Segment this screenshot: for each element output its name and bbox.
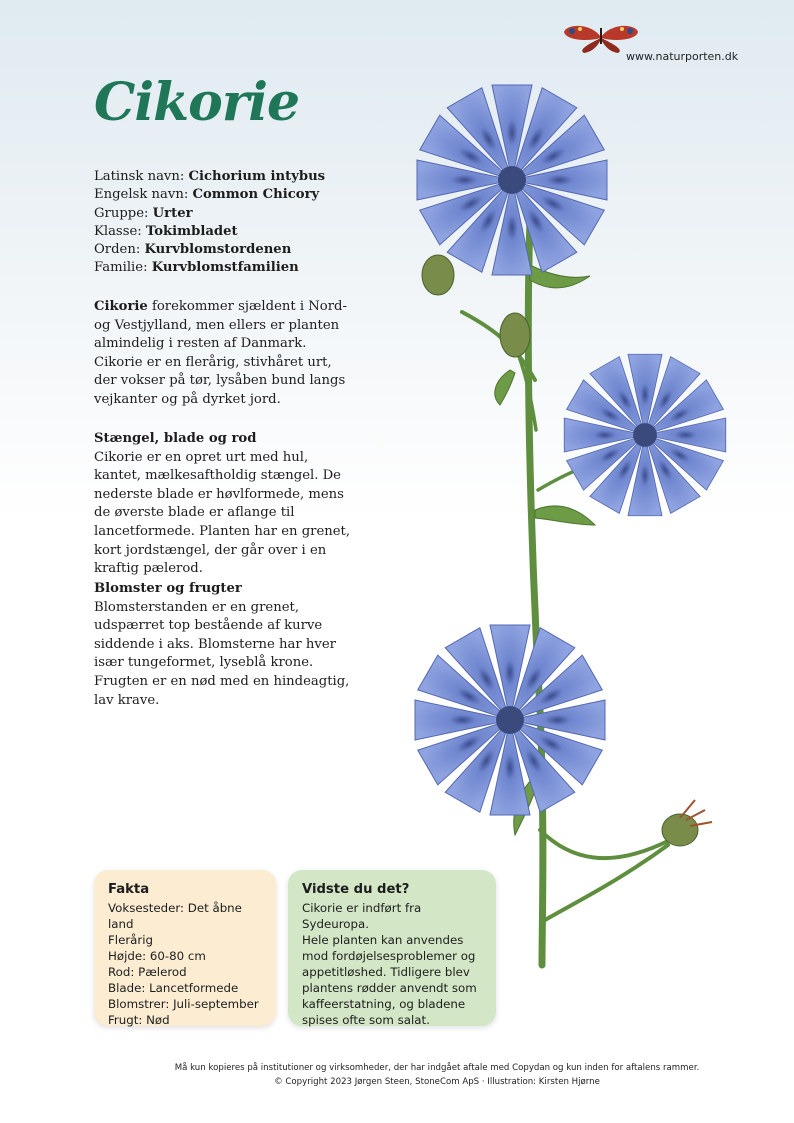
fact-line: Flerårig bbox=[108, 933, 154, 947]
did-you-know-line: plantens rødder anvendt som bbox=[302, 981, 477, 995]
fact-line: Højde: 60-80 cm bbox=[108, 949, 206, 963]
taxonomy-group: Gruppe: Urter bbox=[94, 205, 193, 221]
taxonomy-family: Familie: Kurvblomstfamilien bbox=[94, 260, 299, 276]
fact-line: Rod: Pælerod bbox=[108, 965, 187, 979]
chicory-illustration bbox=[400, 70, 780, 1000]
section-heading: Stængel, blade og rod bbox=[94, 431, 257, 446]
butterfly-icon bbox=[560, 20, 642, 54]
taxonomy-english: Engelsk navn: Common Chicory bbox=[94, 187, 320, 203]
did-you-know-line: appetitløshed. Tidligere blev bbox=[302, 965, 470, 979]
fact-line: Blomstrer: Juli-september bbox=[108, 997, 259, 1011]
taxonomy-list bbox=[94, 168, 325, 278]
did-you-know-line: Cikorie er indført fra Sydeuropa. bbox=[302, 901, 422, 931]
section-text: Cikorie er en opret urt med hul, kantet, mælkesaftholdig stængel. De nederste blade er høvlformede, mens de øverste blade er aflange til lancetformede. Planten har en grenet, kort jordstængel, der går over i en kraftig pælerod. bbox=[94, 449, 351, 577]
fact-line: Frugt: Nød bbox=[108, 1013, 170, 1027]
section-stem-leaves-root bbox=[94, 430, 356, 579]
fact-line: Blade: Lancetformede bbox=[108, 981, 239, 995]
copyright-credit: © Copyright 2023 Jørgen Steen, StoneCom ApS · Illustration: Kirsten Hjørne bbox=[274, 1077, 600, 1087]
intro-paragraph: Cikorie forekommer sjældent i Nord- og Vestjylland, men ellers er planten almindelig i resten af Danmark. Cikorie er en flerårig, stivhåret urt, der vokser på tør, lysåben bund langs vejkanter og på dyrket jord. bbox=[94, 299, 347, 407]
footer bbox=[0, 1061, 794, 1089]
page-title: Cikorie bbox=[94, 72, 300, 133]
taxonomy-class: Klasse: Tokimbladet bbox=[94, 223, 238, 239]
section-flowers-fruits bbox=[94, 580, 356, 710]
copyright-notice: Må kun kopieres på institutioner og virksomheder, der har indgået aftale med Copydan og kun inden for aftalens rammer. bbox=[174, 1063, 700, 1073]
facts-box bbox=[94, 870, 276, 1026]
taxonomy-order: Orden: Kurvblomstordenen bbox=[94, 242, 292, 258]
section-text: Blomsterstanden er en grenet, udspærret top bestående af kurve siddende i aks. Blomsterne har hver især tungeformet, lyseblå krone. Frugten er en nød med en hindeagtig, lav krave. bbox=[94, 599, 350, 708]
section-heading: Blomster og frugter bbox=[94, 581, 242, 596]
facts-title: Fakta bbox=[108, 882, 150, 897]
did-you-know-title: Vidste du det? bbox=[302, 882, 410, 897]
taxonomy-latin: Latinsk navn: Cichorium intybus bbox=[94, 169, 326, 184]
did-you-know-line: spises ofte som salat. bbox=[302, 1013, 430, 1027]
did-you-know-line: mod fordøjelsesproblemer og bbox=[302, 949, 476, 963]
fact-line: Voksesteder: Det åbne land bbox=[108, 901, 242, 931]
did-you-know-line: Hele planten kan anvendes bbox=[302, 933, 464, 947]
website-url[interactable]: www.naturporten.dk bbox=[626, 50, 739, 63]
did-you-know-line: kaffeerstatning, og bladene bbox=[302, 997, 466, 1011]
did-you-know-box bbox=[288, 870, 496, 1026]
